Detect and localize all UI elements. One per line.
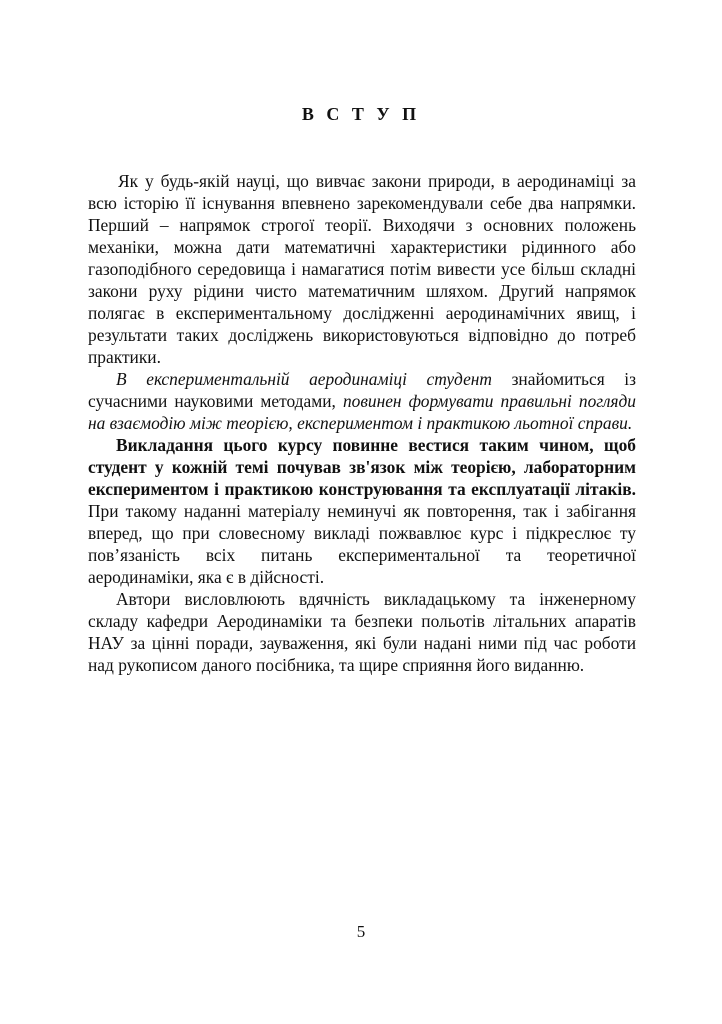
paragraph-2-italic-2: повинен формувати правильні погляди на взаємодію між теорією, експериментом і практикою льотної справи.	[88, 391, 636, 433]
paragraph-2	[88, 368, 636, 434]
paragraph-3	[88, 434, 636, 588]
document-body	[88, 170, 636, 676]
paragraph-4: Автори висловлюють вдячність викладацькому та інженерному складу кафедри Аеродинаміки та безпеки польотів літальних апаратів НАУ за цінні поради, зауваження, які були надані ними під час роботи над рукописом даного посібника, та щире сприяння його виданню.	[88, 589, 636, 675]
paragraph-2-normal-1: знайомиться із сучасними науковими методами,	[88, 369, 636, 411]
paragraph-2-italic-1: В експериментальній аеродинаміці студент	[116, 369, 492, 389]
paragraph-1: Як у будь-якій науці, що вивчає закони природи, в аеродинаміці за всю історію її існування впевнено зарекомендували себе два напрямки. Перший – напрямок строгої теорії. Виходячи з основних положень механіки, можна дати математичні характеристики рідинного або газоподібного середовища і намагатися потім вивести усе більш складні закони руху рідини чисто математичним шляхом. Другий напрямок полягає в експериментальному дослідженні аеродинамічних явищ, і результати таких досліджень використовуються відповідно до потреб практики.	[88, 171, 636, 367]
paragraph-3-normal: При такому наданні матеріалу неминучі як повторення, так і забігання вперед, що при словесному викладі пожвавлює курс і підкреслює ту пов’язаність всіх питань експериментальної та теоретичної аеродинаміки, яка є в дійсності.	[88, 501, 636, 587]
page-title: В С Т У П	[301, 104, 421, 124]
paragraph-3-bold: Викладання цього курсу повинне вестися таким чином, щоб студент у кожній темі почував зв'язок між теорією, лабораторним експериментом і практикою конструювання та експлуатації літаків.	[88, 435, 636, 499]
page-number: 5	[356, 922, 366, 941]
